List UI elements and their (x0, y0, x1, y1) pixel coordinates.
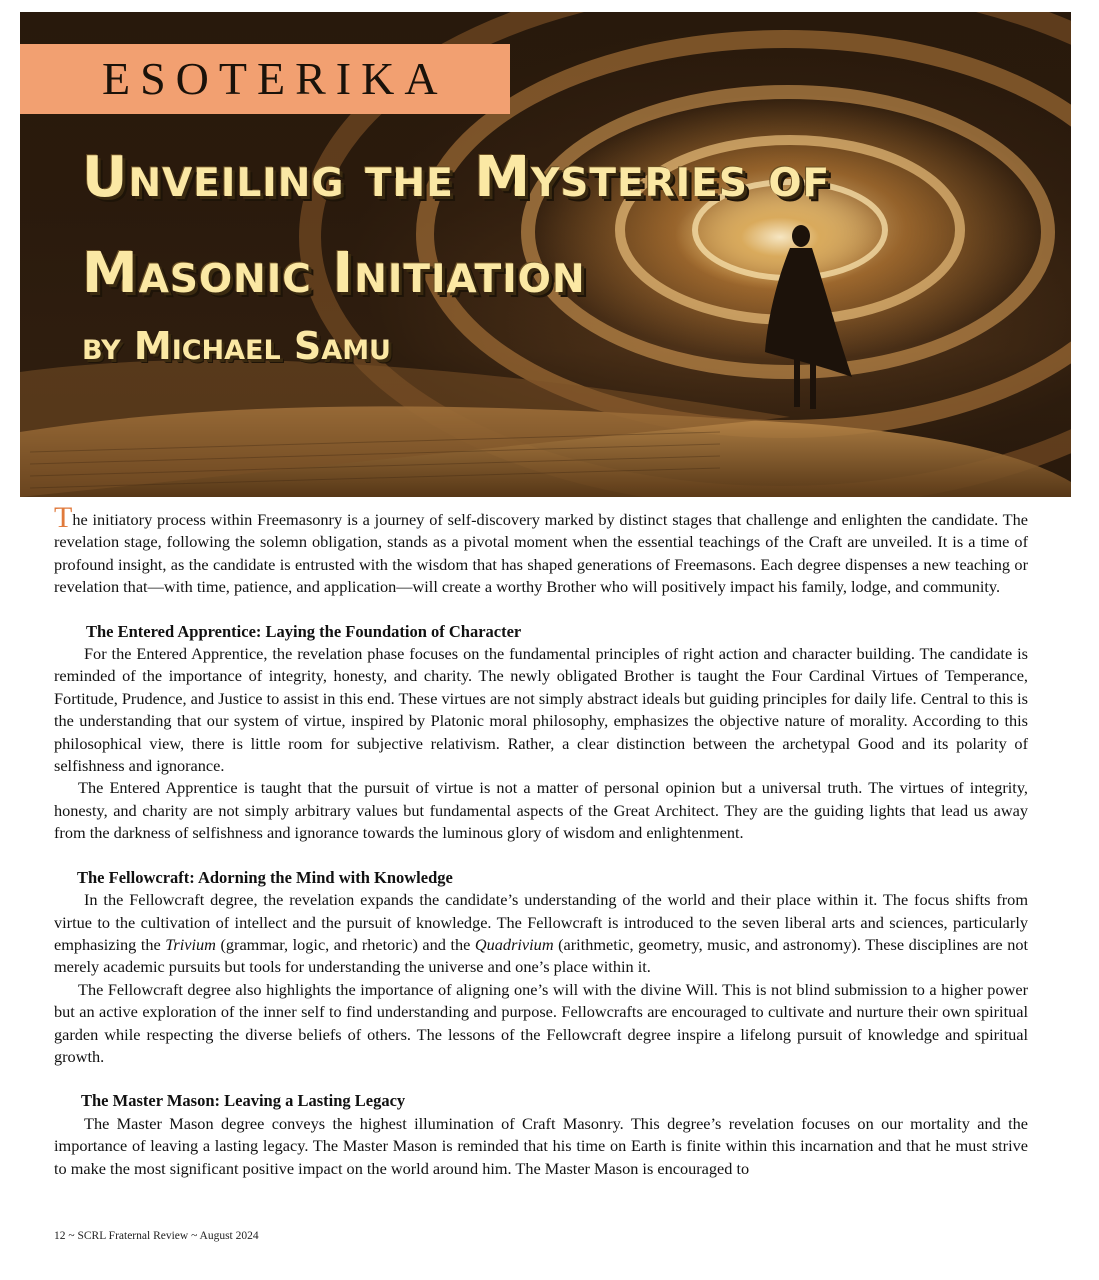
intro-paragraph (54, 501, 1028, 599)
intro-text: he initiatory process within Freemasonry is a journey of self-discovery marked by distinct stages that challenge and enlighten the candidate. The revelation stage, following the solemn obligation, stands as a pivotal moment when the essential teachings of the Craft are unveiled. It is a time of profound insight, as the candidate is entrusted with the wisdom that has shaped generations of Freemasons. Each degree dispenses a new teaching or revelation that—with time, patience, and application—will create a worthy Brother who will positively impact his family, lodge, and community. (54, 510, 1028, 597)
fellowcraft-paragraph-1: In the Fellowcraft degree, the revelation expands the candidate’s understanding of the world and their place within it. The focus shifts from virtue to the cultivation of intellect and the pursuit of knowledge. The Fellowcraft is introduced to the seven liberal arts and sciences, particularly emphasizing the Trivium (grammar, logic, and rhetoric) and the Quadrivium (arithmetic, geometry, music, and astronomy). These disciplines are not merely academic pursuits but tools for understanding the universe and one’s place within it. (54, 890, 1028, 977)
master-mason-paragraph-1: The Master Mason degree conveys the highest illumination of Craft Masonry. This degree’s revelation focuses on our mortality and the importance of leaving a lasting legacy. The Master Mason is reminded that his time on Earth is finite within this incarnation and that he must strive to make the most significant positive impact on the world around him. The Master Mason is encouraged to (54, 1113, 1028, 1178)
article-body (54, 501, 1028, 1180)
section-heading-fellowcraft: The Fellowcraft: Adorning the Mind with Knowledge (77, 867, 453, 887)
drop-cap: T (54, 501, 73, 534)
fellowcraft-paragraph-2: The Fellowcraft degree also highlights the importance of aligning one’s will with the divine Will. This is not blind submission to a higher power but an active exploration of the inner self to find understanding and purpose. Fellowcrafts are encouraged to cultivate and nurture their own spiritual garden while respecting the diverse beliefs of others. The lessons of the Fellowcraft degree inspire a lifelong pursuit of knowledge and spiritual growth. (54, 979, 1028, 1066)
entered-apprentice-paragraph-2: The Entered Apprentice is taught that the pursuit of virtue is not a matter of personal opinion but a universal truth. The virtues of integrity, honesty, and charity are not simply arbitrary values but fundamental aspects of the Great Architect. They are the guiding lights that lead us away from the darkness of selfishness and ignorance towards the luminous glory of wisdom and enlightenment. (54, 778, 1028, 843)
title-line-1: Unveiling the Mysteries of (82, 145, 831, 210)
title-line-2: Masonic Initiation (82, 241, 586, 306)
section-heading-entered-apprentice: The Entered Apprentice: Laying the Foundation of Character (86, 621, 522, 641)
section-heading-master-mason: The Master Mason: Leaving a Lasting Legacy (81, 1091, 406, 1111)
hero-image (20, 12, 1071, 497)
trivium-term: Trivium (165, 934, 216, 954)
quadrivium-term: Quadrivium (474, 934, 554, 954)
page-footer: 12 ~ SCRL Fraternal Review ~ August 2024 (54, 1230, 259, 1242)
byline: by Michael Samu (82, 324, 391, 368)
section-label: ESOTERIKA (20, 44, 510, 114)
article-title (82, 130, 1042, 322)
entered-apprentice-paragraph-1: For the Entered Apprentice, the revelation phase focuses on the fundamental principles of right action and character building. The candidate is reminded of the importance of integrity, honesty, and charity. The newly obligated Brother is taught the Four Cardinal Virtues of Temperance, Fortitude, Prudence, and Justice to assist in this end. These virtues are not simply abstract ideals but guiding principles for daily life. Central to this is the understanding that our system of virtue, inspired by Platonic moral philosophy, emphasizes the objective nature of morality. According to this philosophical view, there is little room for subjective relativism. Rather, a clear distinction between the archetypal Good and its polarity of selfishness and ignorance. (54, 644, 1028, 776)
